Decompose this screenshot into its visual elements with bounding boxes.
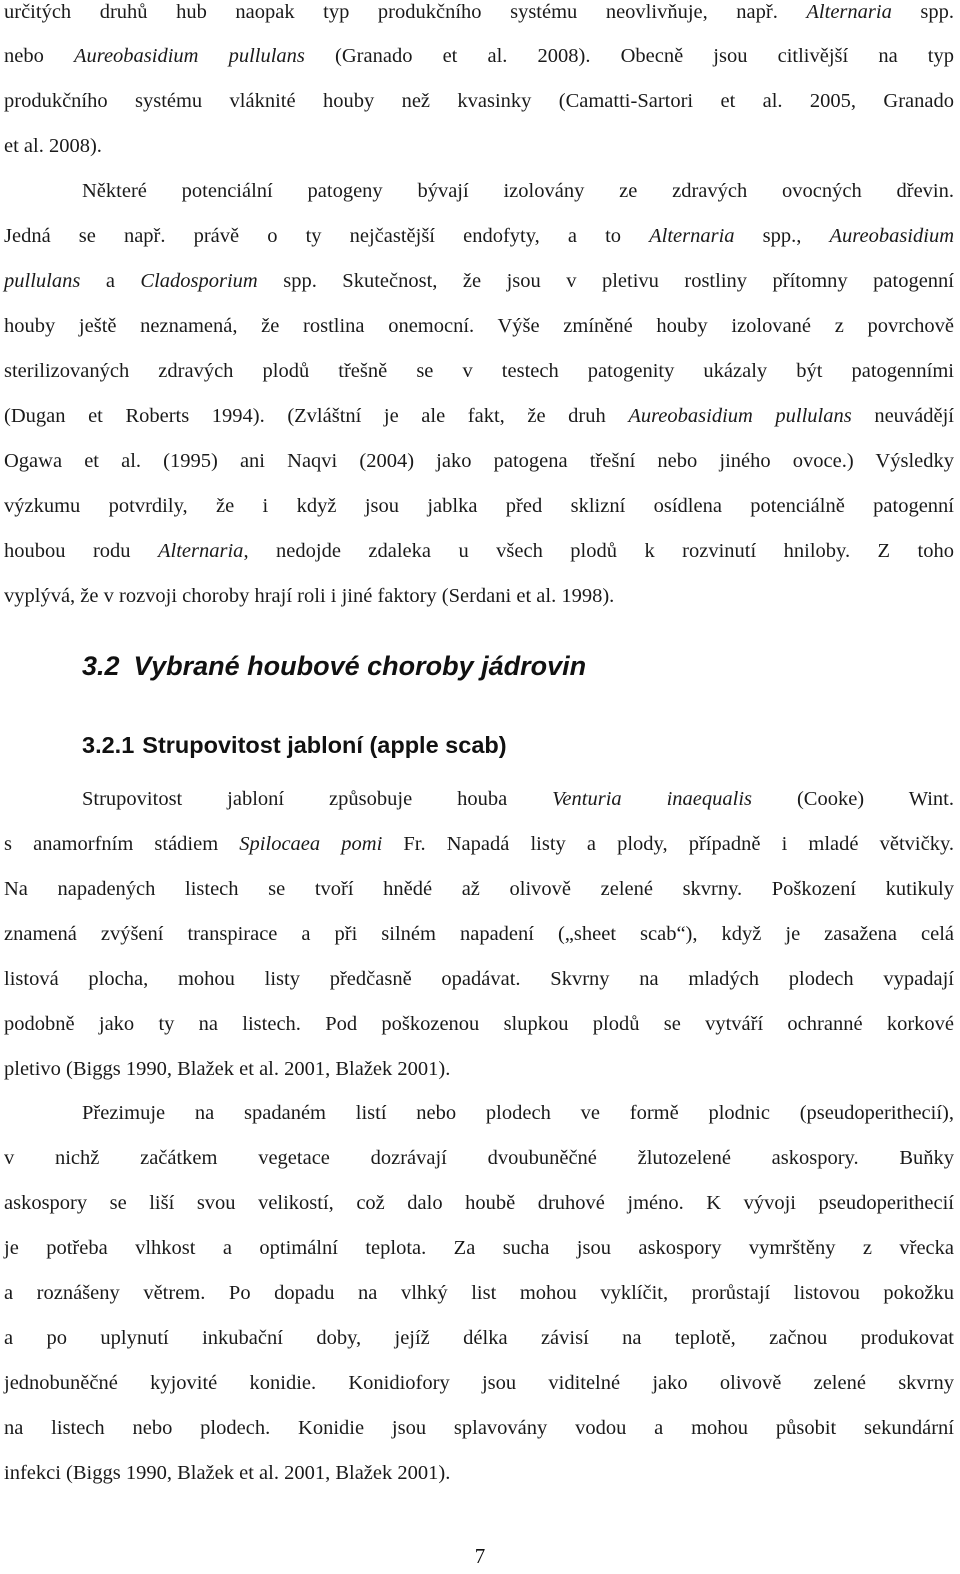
text-run: Na napadených listech se tvoří hnědé až olivově zelené skvrny. Poškození kutikuly — [4, 878, 954, 900]
text-run: sterilizovaných zdravých plodů třešně se v testech patogenity ukázaly být patogenními — [4, 360, 954, 382]
italic-text: Aureobasidium pullulans — [73, 45, 305, 67]
text-run: je potřeba vlhkost a optimální teplota. Za sucha jsou askospory vymrštěny z vřecka — [4, 1237, 954, 1259]
text-line — [4, 44, 954, 68]
text-run: Ogawa et al. (1995) ani Naqvi (2004) jako patogena třešní nebo jiného ovoce.) Výsledky — [4, 450, 954, 472]
text-run: spp., — [734, 225, 830, 247]
text-run: na listech nebo plodech. Konidie jsou splavovány vodou a mohou působit sekundární — [4, 1417, 954, 1439]
text-run: a po uplynutí inkubační doby, jejíž délka závisí na teplotě, začnou produkovat — [4, 1327, 954, 1349]
italic-text: Alternaria — [649, 225, 735, 247]
subsection-title: Strupovitost jabloní (apple scab) — [142, 732, 507, 758]
text-line — [4, 89, 954, 113]
text-line — [4, 494, 954, 518]
text-line — [4, 539, 954, 563]
text-line — [4, 1371, 954, 1395]
text-line — [82, 787, 954, 811]
text-line — [4, 1146, 954, 1170]
text-line — [82, 1101, 954, 1125]
text-line — [4, 1461, 450, 1485]
text-run: Fr. Napadá listy a plody, případně i mladé větvičky. — [382, 833, 954, 855]
text-line — [4, 922, 954, 946]
text-line — [4, 1191, 954, 1215]
text-run: askospory se liší svou velikostí, což dalo houbě druhové jméno. K vývoji pseudoperithecií — [4, 1192, 954, 1214]
page-number: 7 — [474, 1544, 486, 1568]
section-number: 3.2 — [82, 651, 120, 681]
text-run: a — [80, 270, 141, 292]
italic-text: Venturia inaequalis — [552, 788, 752, 810]
text-run: s anamorfním stádiem — [4, 833, 240, 855]
text-run: Strupovitost jabloní způsobuje houba — [82, 788, 553, 810]
subsection-number: 3.2.1 — [82, 732, 135, 758]
text-run: produkčního systému vláknité houby než kvasinky (Camatti-Sartori et al. 2005, Granado — [4, 90, 954, 112]
text-run: výzkumu potvrdily, že i když jsou jablka před sklizní osídlena potenciálně patogenní — [4, 495, 954, 517]
text-run: nebo — [4, 45, 74, 67]
text-line — [4, 1416, 954, 1440]
text-run: jednobuněčné kyjovité konidie. Konidiofory jsou viditelné jako olivově zelené skvrny — [4, 1372, 954, 1394]
text-line — [4, 449, 954, 473]
italic-text: Cladosporium — [140, 270, 258, 292]
text-line — [4, 359, 954, 383]
text-run: et al. 2008). — [4, 135, 102, 157]
text-run: Jedná se např. právě o ty nejčastější endofyty, a to — [4, 225, 650, 247]
text-line — [4, 1012, 954, 1036]
text-run: spp. Skutečnost, že jsou v pletivu rostliny přítomny patogenní — [257, 270, 954, 292]
italic-text: Aureobasidium — [829, 225, 954, 247]
text-line — [4, 134, 102, 158]
italic-text: pullulans — [4, 270, 81, 292]
italic-text: Alternaria — [158, 540, 244, 562]
text-line — [4, 1057, 450, 1081]
text-run: určitých druhů hub naopak typ produkčního systému neovlivňuje, např. — [4, 1, 807, 23]
text-run: vyplývá, že v rozvoji choroby hrají roli i jiné faktory (Serdani et al. 1998). — [4, 585, 615, 607]
text-run: a roznášeny větrem. Po dopadu na vlhký list mohou vyklíčit, prorůstají listovou pokožku — [4, 1282, 954, 1304]
text-line — [4, 584, 614, 608]
text-run: pletivo (Biggs 1990, Blažek et al. 2001, Blažek 2001). — [4, 1058, 451, 1080]
text-run: (Cooke) Wint. — [752, 788, 954, 810]
text-run: Některé potenciální patogeny bývají izolovány ze zdravých ovocných dřevin. — [82, 180, 954, 202]
text-run: podobně jako ty na listech. Pod poškozenou slupkou plodů se vytváří ochranné korkové — [4, 1013, 954, 1035]
text-run: , nedojde zdaleka u všech plodů k rozvinutí hniloby. Z toho — [243, 540, 954, 562]
text-run: spp. — [891, 1, 954, 23]
text-line — [4, 1236, 954, 1260]
text-line — [4, 832, 954, 856]
italic-text: Alternaria — [806, 1, 892, 23]
text-run: (Granado et al. 2008). Obecně jsou citlivější na typ — [304, 45, 954, 67]
text-run: neuvádějí — [851, 405, 955, 427]
text-run: (Dugan et Roberts 1994). (Zvláštní je ale fakt, že druh — [4, 405, 629, 427]
text-run: infekci (Biggs 1990, Blažek et al. 2001, Blažek 2001). — [4, 1462, 451, 1484]
text-line — [4, 404, 954, 428]
text-line — [4, 269, 954, 293]
italic-text: Spilocaea pomi — [239, 833, 383, 855]
text-run: znamená zvýšení transpirace a při silném napadení („sheet scab“), když je zasažena celá — [4, 923, 954, 945]
text-line — [4, 877, 954, 901]
text-run: houby ještě neznamená, že rostlina onemocní. Výše zmíněné houby izolované z povrchově — [4, 315, 954, 337]
subsection-heading — [82, 731, 507, 759]
text-line — [4, 224, 954, 248]
text-line — [4, 314, 954, 338]
text-line — [82, 179, 954, 203]
text-line — [4, 967, 954, 991]
text-run: v nichž začátkem vegetace dozrávají dvoubuněčné žlutozelené askospory. Buňky — [4, 1147, 954, 1169]
text-run: Přezimuje na spadaném listí nebo plodech ve formě plodnic (pseudoperithecií), — [82, 1102, 954, 1124]
text-line — [4, 1326, 954, 1350]
text-line — [4, 0, 954, 24]
text-line — [4, 1281, 954, 1305]
section-heading — [82, 650, 586, 682]
section-title: Vybrané houbové choroby jádrovin — [133, 651, 587, 681]
italic-text: Aureobasidium pullulans — [628, 405, 852, 427]
text-run: listová plocha, mohou listy předčasně opadávat. Skvrny na mladých plodech vypadají — [4, 968, 954, 990]
text-run: houbou rodu — [4, 540, 159, 562]
